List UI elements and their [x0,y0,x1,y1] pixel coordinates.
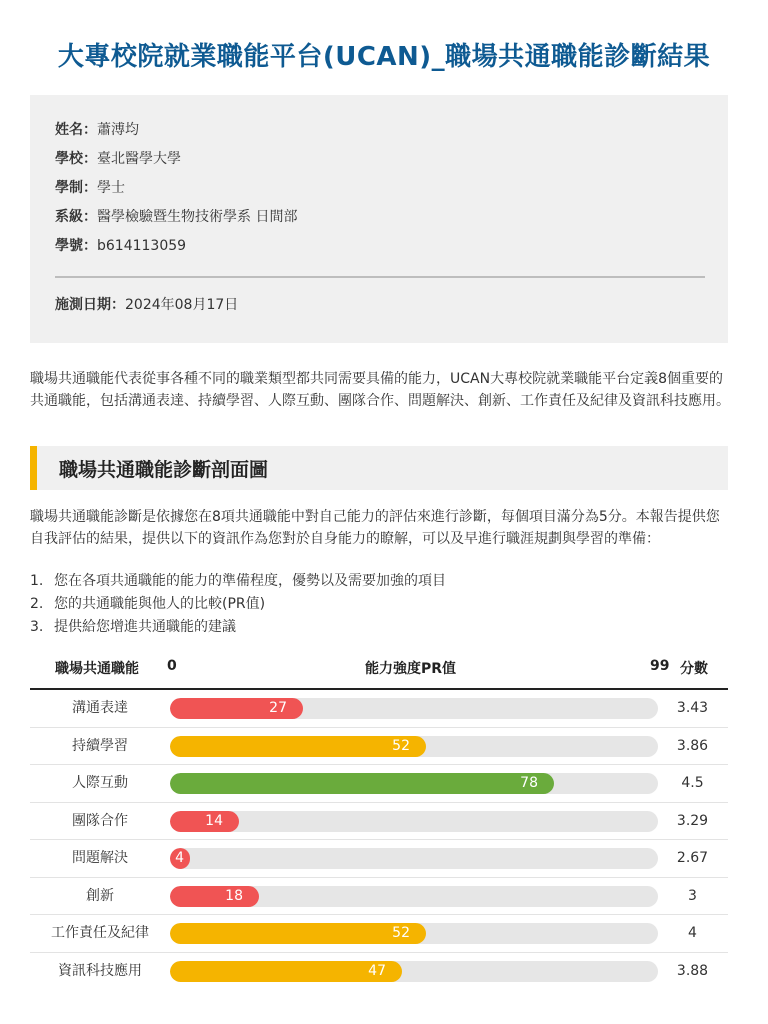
section-title: 職場共通職能診斷剖面圖 [59,459,269,481]
profile-date-row [55,294,238,314]
degree-label: 學制： [55,180,97,196]
header-pr-value: 能力強度PR值 [365,661,457,677]
pr-bar-track [170,698,658,719]
competency-chart [30,690,728,990]
competency-name: 問題解決 [72,850,128,866]
competency-name: 工作責任及紀律 [51,925,149,941]
list-number: 1. [30,573,44,589]
competency-name: 創新 [86,887,114,904]
header-axis-min: 0 [167,658,177,674]
score-value: 3.88 [676,962,709,979]
pr-bar-track [170,923,658,944]
competency-name: 資訊科技應用 [58,962,142,979]
list-text: 您的共通職能與他人的比較(PR值) [54,596,266,612]
score-value: 3.86 [676,737,709,754]
profile-id-row [55,235,186,255]
dept-value: 醫學檢驗暨生物技術學系 日間部 [97,209,298,225]
degree-value: 學士 [97,180,125,196]
pr-value-label: 52 [392,737,410,754]
competency-name: 溝通表達 [72,700,128,716]
school-value: 臺北醫學大學 [97,151,181,167]
intro-paragraph: 職場共通職能代表從事各種不同的職業類型都共同需要具備的能力，UCAN大專校院就業職能平台定義8個重要的共通職能，包括溝通表達、持續學習、人際互動、團隊合作、問題解決、創新、工作責任及紀律及資訊科技應用。 [30,371,730,409]
table-row [30,690,728,728]
list-number: 2. [30,596,44,612]
pr-value-label: 78 [520,775,538,791]
test-date-value: 2024年08月17日 [125,297,239,313]
profile-school-row [55,148,181,168]
list-number: 3. [30,619,44,635]
score-value: 3.29 [676,812,709,829]
score-value: 4 [688,925,697,941]
pr-bar-track [170,848,658,869]
table-row [30,915,728,953]
header-competency: 職場共通職能 [55,661,139,677]
profile-name-row [55,119,139,139]
test-date-label: 施測日期： [55,297,125,313]
table-row [30,803,728,841]
profile-divider [55,276,705,278]
section-description: 職場共通職能診斷是依據您在8項共通職能中對自己能力的評估來進行診斷，每個項目滿分為5分。本報告提供您自我評估的結果，提供以下的資訊作為您對於自身能力的瞭解，可以及早進行職涯規劃與學習的準備： [30,509,720,547]
list-item [30,593,730,616]
list-text: 提供給您增進共通職能的建議 [54,619,236,635]
score-value: 3.43 [676,700,709,716]
list-item [30,570,730,593]
pr-value-label: 4 [175,850,184,866]
table-row [30,840,728,878]
pr-value-label: 14 [205,812,223,829]
pr-value-label: 52 [392,925,410,941]
table-header [30,652,728,688]
dept-label: 系級： [55,209,97,225]
header-score: 分數 [680,661,708,677]
pr-bar-track [170,886,658,907]
score-value: 3 [688,887,697,904]
pr-bar-track [170,961,658,982]
student-id-label: 學號： [55,238,97,254]
table-row [30,878,728,916]
student-id-value: b614113059 [97,238,187,254]
score-value: 2.67 [676,850,709,866]
competency-name: 持續學習 [72,737,128,754]
name-label: 姓名： [55,122,97,138]
pr-bar-track [170,736,658,757]
header-axis-max: 99 [650,658,670,674]
pr-bar-track [170,811,658,832]
competency-name: 團隊合作 [72,812,128,829]
info-list [30,570,730,639]
competency-name: 人際互動 [72,775,128,791]
page-title: 大專校院就業職能平台(UCAN)_職場共通職能診斷結果 [57,42,711,72]
table-row [30,728,728,766]
score-value: 4.5 [681,775,704,791]
pr-value-label: 47 [368,962,386,979]
name-value: 蕭溥均 [97,122,139,138]
pr-value-label: 27 [269,700,287,716]
school-label: 學校： [55,151,97,167]
list-text: 您在各項共通職能的能力的準備程度，優勢以及需要加強的項目 [54,573,446,589]
list-item [30,616,730,639]
profile-card [30,95,728,343]
profile-dept-row [55,206,297,226]
profile-degree-row [55,177,125,197]
table-row [30,765,728,803]
pr-bar-track [170,773,658,794]
pr-value-label: 18 [225,887,243,904]
section-header [30,446,728,490]
table-row [30,953,728,991]
